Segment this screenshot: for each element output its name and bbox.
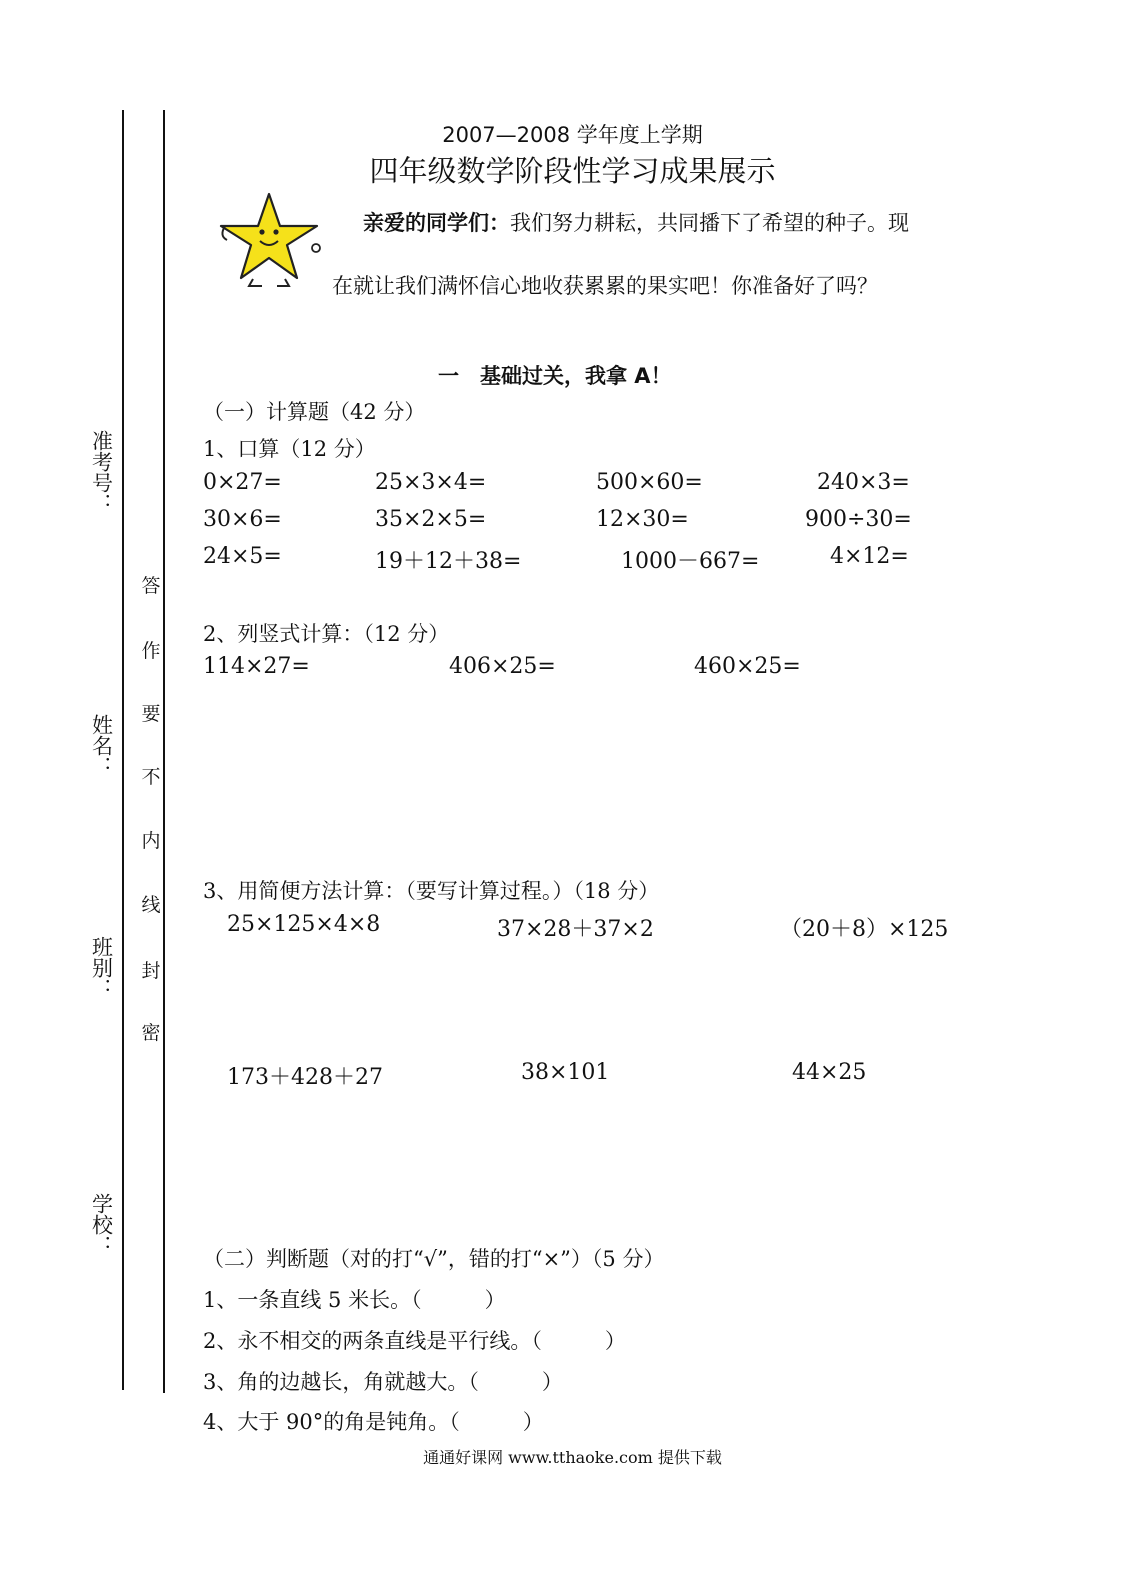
- school-label: [86, 1193, 116, 1264]
- page-title: 四年级数学阶段性学习成果展示: [369, 154, 776, 188]
- intro-line-1-rest: 我们努力耕耘，共同播下了希望的种子。现: [510, 211, 909, 235]
- oral-item: 900÷30=: [805, 507, 912, 532]
- intro-greeting: 亲爱的同学们：: [363, 211, 510, 235]
- seal-char: 内: [141, 830, 161, 852]
- simplify-calc-heading: 3、用简便方法计算：（要写计算过程。）（18 分）: [203, 879, 660, 903]
- class-label: [86, 936, 116, 1007]
- seal-char: 要: [141, 703, 161, 725]
- student-name-text: 姓名：: [89, 714, 114, 777]
- seal-char: 线: [141, 894, 161, 916]
- part-heading-judgement: （二）判断题（对的打“√”，错的打“×”）（5 分）: [203, 1247, 665, 1271]
- vertical-calc-heading: 2、列竖式计算：（12 分）: [203, 622, 450, 646]
- seal-char: 密: [141, 1022, 161, 1044]
- vertical-calc-item: 460×25=: [694, 654, 801, 679]
- school-text: 学校：: [89, 1193, 114, 1256]
- oral-item: 240×3=: [817, 470, 910, 495]
- term-line: 2007—2008 学年度上学期: [442, 123, 703, 147]
- oral-item: 4×12=: [830, 544, 909, 569]
- intro-line-2: 在就让我们满怀信心地收获累累的果实吧！你准备好了吗？: [332, 274, 878, 298]
- oral-calc-heading: 1、口算（12 分）: [203, 437, 376, 461]
- class-text: 班别：: [89, 936, 114, 999]
- star-mascot-image: [217, 190, 325, 290]
- exam-number-text: 准考号：: [89, 430, 114, 514]
- oral-item: 24×5=: [203, 544, 282, 569]
- part-heading-calculation: （一）计算题（42 分）: [203, 400, 426, 424]
- seal-char: 答: [141, 575, 161, 597]
- exam-number-label: [86, 430, 116, 522]
- judgement-item: 2、永不相交的两条直线是平行线。（ ）: [203, 1329, 626, 1353]
- oral-item: 12×30=: [596, 507, 689, 532]
- intro-line-1: [363, 207, 909, 237]
- simplify-item: 38×101: [521, 1060, 610, 1085]
- oral-item: 500×60=: [596, 470, 703, 495]
- vertical-calc-item: 406×25=: [449, 654, 556, 679]
- simplify-item: 25×125×4×8: [227, 912, 381, 937]
- simplify-item: 37×28＋37×2: [497, 917, 654, 942]
- judgement-item: 4、大于 90°的角是钝角。（ ）: [203, 1410, 544, 1434]
- seal-char: 作: [141, 640, 161, 662]
- binding-line-inner: [163, 110, 165, 1393]
- oral-item: 25×3×4=: [375, 470, 487, 495]
- oral-item: 19＋12＋38=: [375, 549, 522, 574]
- binding-line-outer: [122, 110, 124, 1390]
- section-heading: 一 基础过关，我拿 A！: [438, 364, 672, 388]
- simplify-item: 173＋428＋27: [227, 1065, 383, 1090]
- oral-item: 35×2×5=: [375, 507, 487, 532]
- judgement-item: 3、角的边越长，角就越大。（ ）: [203, 1370, 563, 1394]
- judgement-item: 1、一条直线 5 米长。（ ）: [203, 1288, 506, 1312]
- vertical-calc-item: 114×27=: [203, 654, 310, 679]
- simplify-item: （20＋8）×125: [780, 917, 949, 942]
- simplify-item: 44×25: [792, 1060, 867, 1085]
- seal-char: 封: [141, 960, 161, 982]
- footer-download-note: 通通好课网 www.tthaoke.com 提供下载: [423, 1448, 722, 1467]
- oral-item: 1000－667=: [621, 549, 760, 574]
- student-name-label: [86, 714, 116, 785]
- seal-char: 不: [141, 766, 161, 788]
- oral-item: 0×27=: [203, 470, 282, 495]
- oral-item: 30×6=: [203, 507, 282, 532]
